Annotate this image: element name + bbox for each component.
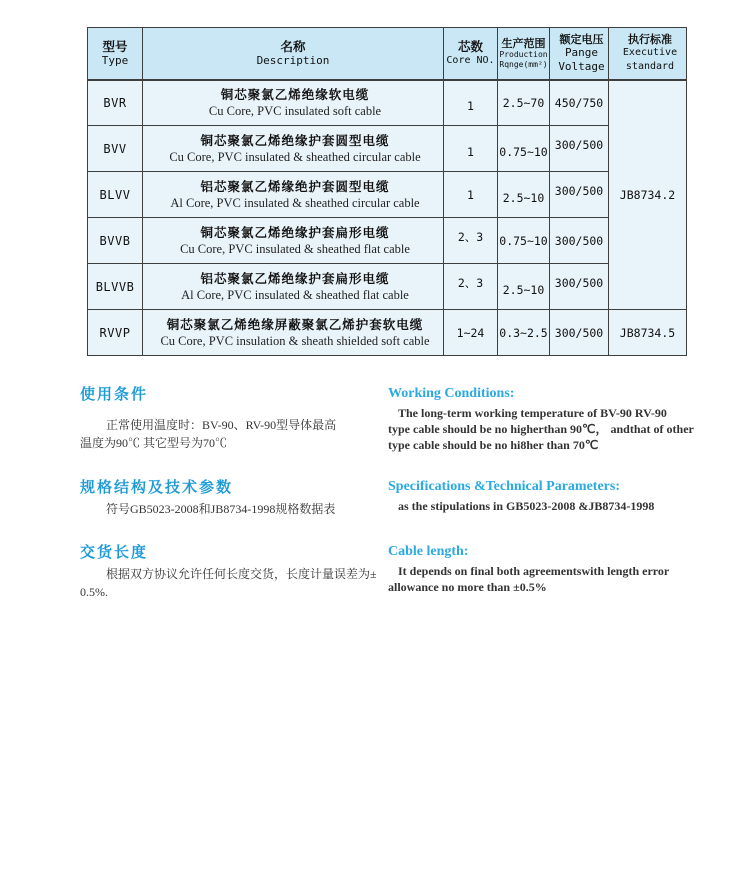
specifications-title-zh: 规格结构及技术参数: [80, 478, 234, 496]
working-conditions-title-zh: 使用条件: [80, 385, 149, 403]
text-line: allowance no more than ±0.5%: [388, 580, 547, 594]
cell-range: 2.5~70: [498, 80, 550, 126]
text-line: type cable should be no hi8her than 70℃: [388, 438, 599, 452]
cell-voltage: 300/500: [550, 310, 609, 356]
specifications-body-en: [388, 498, 723, 514]
desc-en: Al Core, PVC insulated & sheathed circular cable: [170, 196, 420, 210]
text-line: 0.5%.: [80, 585, 108, 599]
cell-description: [143, 172, 444, 218]
cell-range: 0.3~2.5: [498, 310, 550, 356]
specifications-body-zh: [80, 500, 385, 518]
cell-cores: 1: [444, 126, 498, 172]
row-rvvp: [88, 310, 687, 356]
desc-en: Cu Core, PVC insulated & sheathed flat cable: [180, 242, 410, 256]
cell-cores: 1~24: [444, 310, 498, 356]
section-specifications-en: [388, 478, 723, 514]
cable-length-body-en: [388, 563, 723, 595]
working-conditions-body-en: [388, 405, 723, 453]
section-working-conditions-zh: [80, 385, 385, 452]
desc-en: Al Core, PVC insulated & sheathed flat cable: [181, 288, 409, 302]
cell-standard-group: JB8734.2: [609, 80, 687, 310]
header-row: [88, 28, 687, 80]
cell-description: [143, 126, 444, 172]
header-type-zh: 型号: [102, 38, 128, 54]
cell-description: [143, 80, 444, 126]
section-specifications-zh: [80, 478, 385, 518]
cable-length-title-zh: 交货长度: [80, 543, 149, 561]
cell-type: BVV: [88, 126, 143, 172]
header-description-zh: 名称: [280, 38, 306, 54]
section-cable-length-en: [388, 543, 723, 595]
cable-length-body-zh: [80, 565, 385, 601]
header-standard: [609, 28, 687, 80]
cell-cores: 1: [444, 172, 498, 218]
header-description-en: Description: [256, 53, 330, 67]
cell-cores: 2、3: [444, 264, 498, 310]
row-blvv: [88, 172, 687, 218]
text-line: The long-term working temperature of BV-90 RV-90: [398, 406, 667, 420]
cable-spec-table: [87, 27, 687, 356]
header-production-range: [498, 28, 550, 80]
desc-zh: 铜芯聚氯乙烯绝缘软电缆: [220, 87, 370, 103]
row-bvv: [88, 126, 687, 172]
row-blvvb: [88, 264, 687, 310]
cell-range: 2.5~10: [498, 264, 550, 310]
cell-range: 2.5~10: [498, 172, 550, 218]
text-line: 根据双方协议允许任何长度交货，长度计量误差为±: [106, 567, 377, 581]
desc-zh: 铜芯聚氯乙烯绝缘护套扁形电缆: [200, 225, 390, 240]
desc-zh: 铝芯聚氯乙烯缘绝护套圆型电缆: [200, 179, 390, 194]
specifications-title-en: Specifications &Technical Parameters:: [388, 479, 620, 494]
header-voltage-en1: Pange: [564, 45, 599, 59]
text-line: 温度为90℃ 其它型号为70℃: [80, 436, 228, 450]
working-conditions-title-en: Working Conditions:: [388, 386, 515, 401]
header-voltage-en2: Voltage: [558, 59, 605, 73]
cell-voltage: 300/500: [550, 264, 609, 310]
cell-description: [143, 310, 444, 356]
desc-zh: 铝芯聚氯乙烯绝缘护套扁形电缆: [200, 271, 390, 286]
header-range-zh: 生产范围: [501, 36, 546, 50]
cell-standard-rvvp: JB8734.5: [609, 310, 687, 356]
header-type: [88, 28, 143, 80]
desc-en: Cu Core, PVC insulated & sheathed circular cable: [169, 150, 421, 164]
cell-type: BVR: [88, 80, 143, 126]
table-body: [88, 80, 687, 356]
desc-en: Cu Core, PVC insulated soft cable: [208, 104, 382, 119]
header-standard-en2: standard: [625, 60, 675, 72]
cell-description: [143, 264, 444, 310]
cell-type: BLVVB: [88, 264, 143, 310]
header-standard-zh: 执行标准: [628, 32, 672, 46]
desc-zh: 铜芯聚氯乙烯绝缘护套圆型电缆: [200, 133, 390, 148]
table-header: [88, 28, 687, 80]
header-range-en2: Rqnge(mm²): [499, 59, 548, 69]
text-line: as the stipulations in GB5023-2008 &JB8734-1998: [398, 499, 655, 513]
header-standard-en1: Executive: [622, 46, 678, 58]
text-line: type cable should be no higherthan 90℃， andthat of other: [388, 422, 694, 436]
cable-length-title-en: Cable length:: [388, 544, 469, 559]
cell-voltage: 300/500: [550, 218, 609, 264]
cell-cores: 2、3: [444, 218, 498, 264]
header-core-zh: 芯数: [457, 38, 483, 54]
header-voltage-zh: 额定电压: [559, 32, 604, 46]
header-core-no: [444, 28, 498, 80]
row-bvvb: [88, 218, 687, 264]
working-conditions-body-zh: [80, 416, 385, 452]
header-voltage: [550, 28, 609, 80]
desc-en: Cu Core, PVC insulation & sheath shielded soft cable: [160, 334, 430, 348]
cell-type: RVVP: [88, 310, 143, 356]
header-range-en1: Production: [499, 49, 548, 59]
cable-spec-table-wrap: [87, 27, 686, 356]
cell-voltage: 300/500: [550, 172, 609, 218]
cell-range: 0.75~10: [498, 218, 550, 264]
text-line: 正常使用温度时：BV-90、RV-90型导体最高: [106, 418, 337, 432]
cell-cores: 1: [444, 80, 498, 126]
header-description: [143, 28, 444, 80]
section-cable-length-zh: [80, 543, 385, 601]
desc-zh: 铜芯聚氯乙烯绝缘屏蔽聚氯乙烯护套软电缆: [166, 317, 424, 332]
cell-type: BVVB: [88, 218, 143, 264]
cell-description: [143, 218, 444, 264]
cell-voltage: 300/500: [550, 126, 609, 172]
cell-type: BLVV: [88, 172, 143, 218]
text-line: It depends on final both agreementswith length error: [398, 564, 670, 578]
cell-range: 0.75~10: [498, 126, 550, 172]
text-line: 符号GB5023-2008和JB8734-1998规格数据表: [106, 502, 336, 516]
section-working-conditions-en: [388, 385, 723, 453]
cell-voltage: 450/750: [550, 80, 609, 126]
header-type-en: Type: [101, 53, 129, 67]
row-bvr: [88, 80, 687, 126]
header-core-en: Core NO.: [446, 54, 495, 66]
